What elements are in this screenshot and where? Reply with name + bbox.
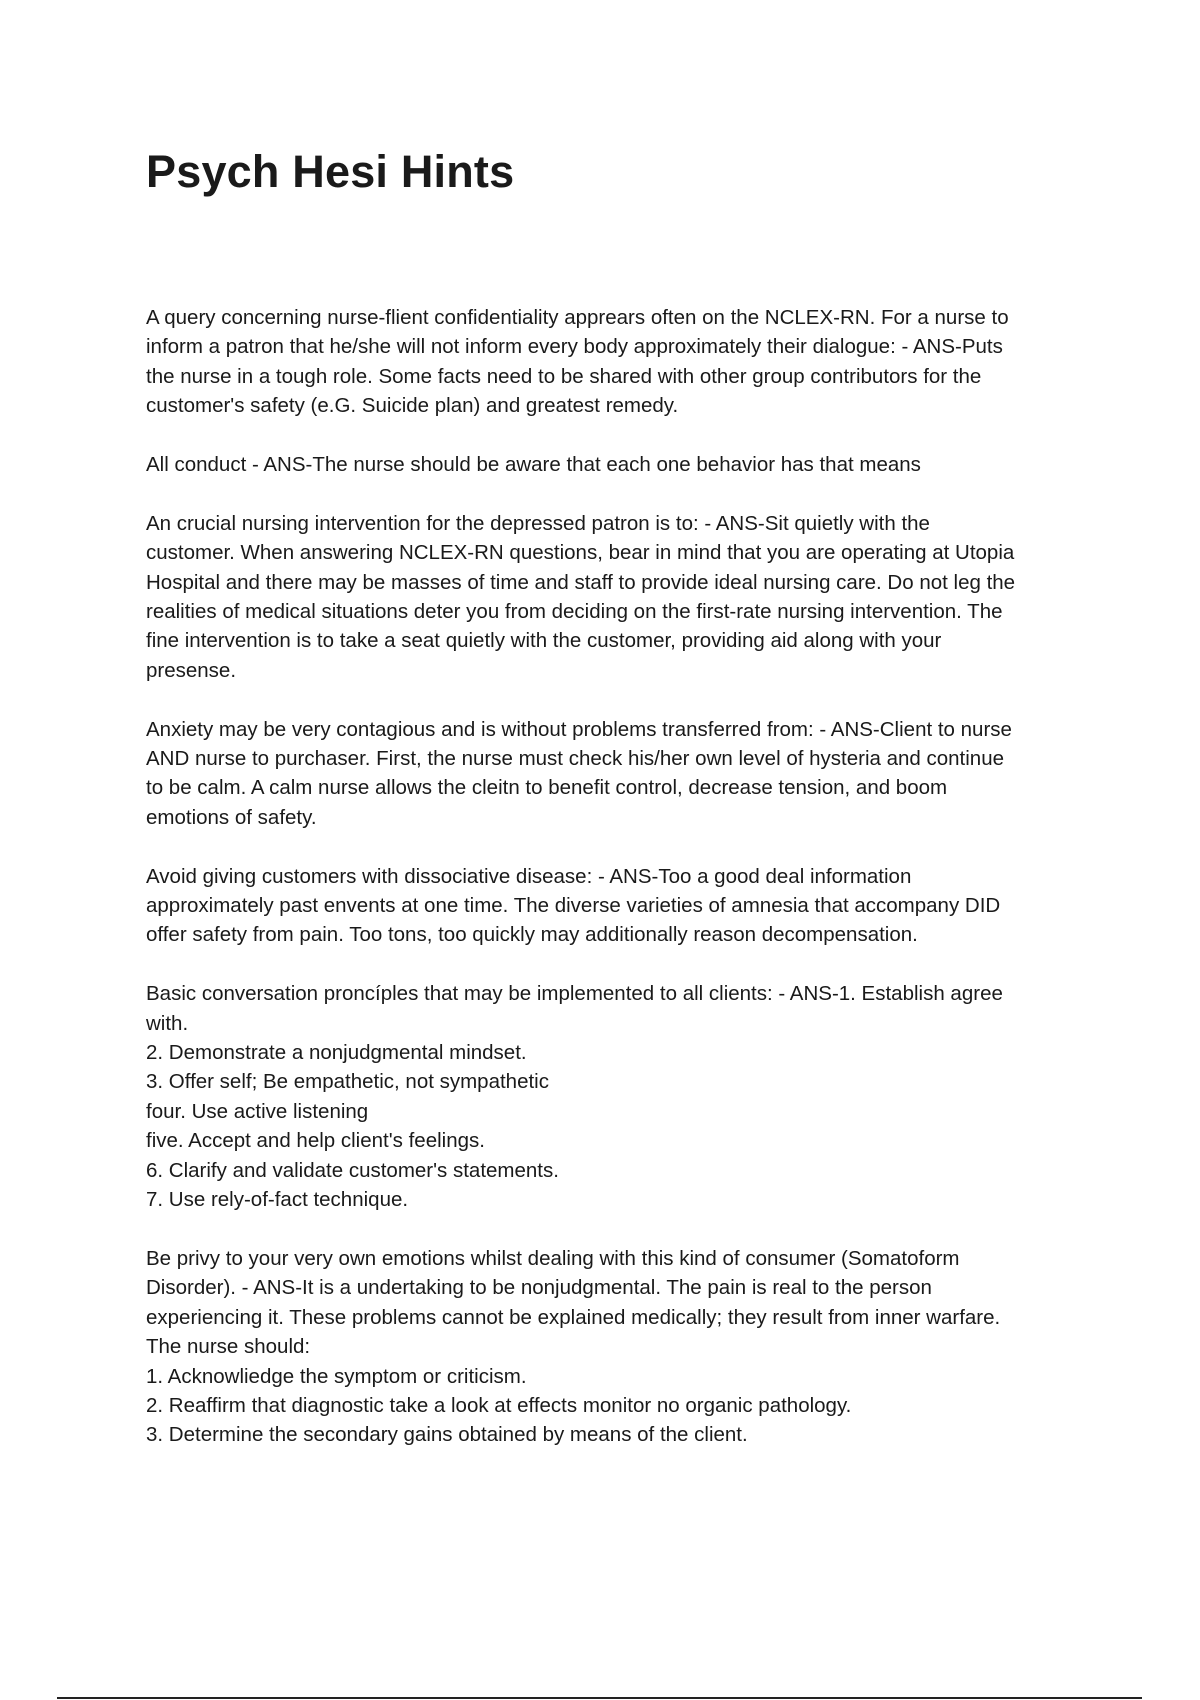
list-item: five. Accept and help client's feelings. — [146, 1129, 485, 1153]
paragraph-depressed-patron — [146, 509, 1086, 685]
text-line: Basic conversation proncíples that may be implemented to all clients: - ANS-1. Establish agree — [146, 982, 1003, 1006]
paragraph-anxiety — [146, 715, 1086, 833]
text-line: presense. — [146, 658, 237, 682]
text-line: experiencing it. These problems cannot be explained medically; they result from inner warfare. — [146, 1305, 1001, 1329]
text-line: fine intervention is to take a seat quietly with the customer, providing aid along with your — [146, 629, 942, 653]
text-line: customer's safety (e.G. Suicide plan) and greatest remedy. — [146, 394, 679, 418]
text-line: emotions of safety. — [146, 805, 317, 829]
paragraph-conversation-principles — [146, 979, 1086, 1214]
paragraph-all-conduct — [146, 450, 1086, 479]
list-item: 2. Reaffirm that diagnostic take a look at effects monitor no organic pathology. — [146, 1393, 852, 1417]
text-line: All conduct - ANS-The nurse should be aware that each one behavior has that means — [146, 453, 921, 477]
list-item: 3. Determine the secondary gains obtained by means of the client. — [146, 1423, 748, 1447]
text-line: inform a patron that he/she will not inform every body approximately their dialogue: - ANS-Puts — [146, 335, 1003, 359]
text-line: Be privy to your very own emotions whilst dealing with this kind of consumer (Somatoform — [146, 1246, 960, 1270]
text-line: the nurse in a tough role. Some facts need to be shared with other group contributors for the — [146, 364, 982, 388]
text-line: The nurse should: — [146, 1335, 311, 1359]
list-item: 6. Clarify and validate customer's statements. — [146, 1158, 559, 1182]
paragraph-dissociative — [146, 862, 1086, 950]
text-line: to be calm. A calm nurse allows the cleitn to benefit control, decrease tension, and boom — [146, 776, 948, 800]
page-title: Psych Hesi Hints — [146, 146, 515, 197]
document-body — [146, 303, 1086, 1450]
footer-divider — [57, 1697, 1142, 1699]
text-line: Hospital and there may be masses of time and staff to provide ideal nursing care. Do not leg the — [146, 570, 1016, 594]
text-line: customer. When answering NCLEX-RN questions, bear in mind that you are operating at Utopia — [146, 541, 1015, 565]
text-line: Anxiety may be very contagious and is without problems transferred from: - ANS-Client to nurse — [146, 717, 1012, 741]
text-line: AND nurse to purchaser. First, the nurse must check his/her own level of hysteria and continue — [146, 747, 1004, 771]
list-item: 3. Offer self; Be empathetic, not sympathetic — [146, 1070, 549, 1094]
list-item: four. Use active listening — [146, 1099, 369, 1123]
list-item: 1. Acknowliedge the symptom or criticism. — [146, 1364, 527, 1388]
text-line: approximately past envents at one time. The diverse varieties of amnesia that accompany DID — [146, 894, 1001, 918]
paragraph-somatoform — [146, 1244, 1086, 1450]
list-item: 7. Use rely-of-fact technique. — [146, 1188, 409, 1212]
text-line: An crucial nursing intervention for the depressed patron is to: - ANS-Sit quietly with the — [146, 511, 930, 535]
list-item: 2. Demonstrate a nonjudgmental mindset. — [146, 1041, 527, 1065]
text-line: offer safety from pain. Too tons, too quickly may additionally reason decompensation. — [146, 923, 918, 947]
text-line: Avoid giving customers with dissociative disease: - ANS-Too a good deal information — [146, 864, 912, 888]
text-line: with. — [146, 1011, 189, 1035]
text-line: realities of medical situations deter you from deciding on the first-rate nursing intervention. The — [146, 600, 1003, 624]
text-line: A query concerning nurse-flient confidentiality apprears often on the NCLEX-RN. For a nurse to — [146, 306, 1009, 329]
paragraph-confidentiality — [146, 303, 1086, 421]
text-line: Disorder). - ANS-It is a undertaking to be nonjudgmental. The pain is real to the person — [146, 1276, 932, 1300]
